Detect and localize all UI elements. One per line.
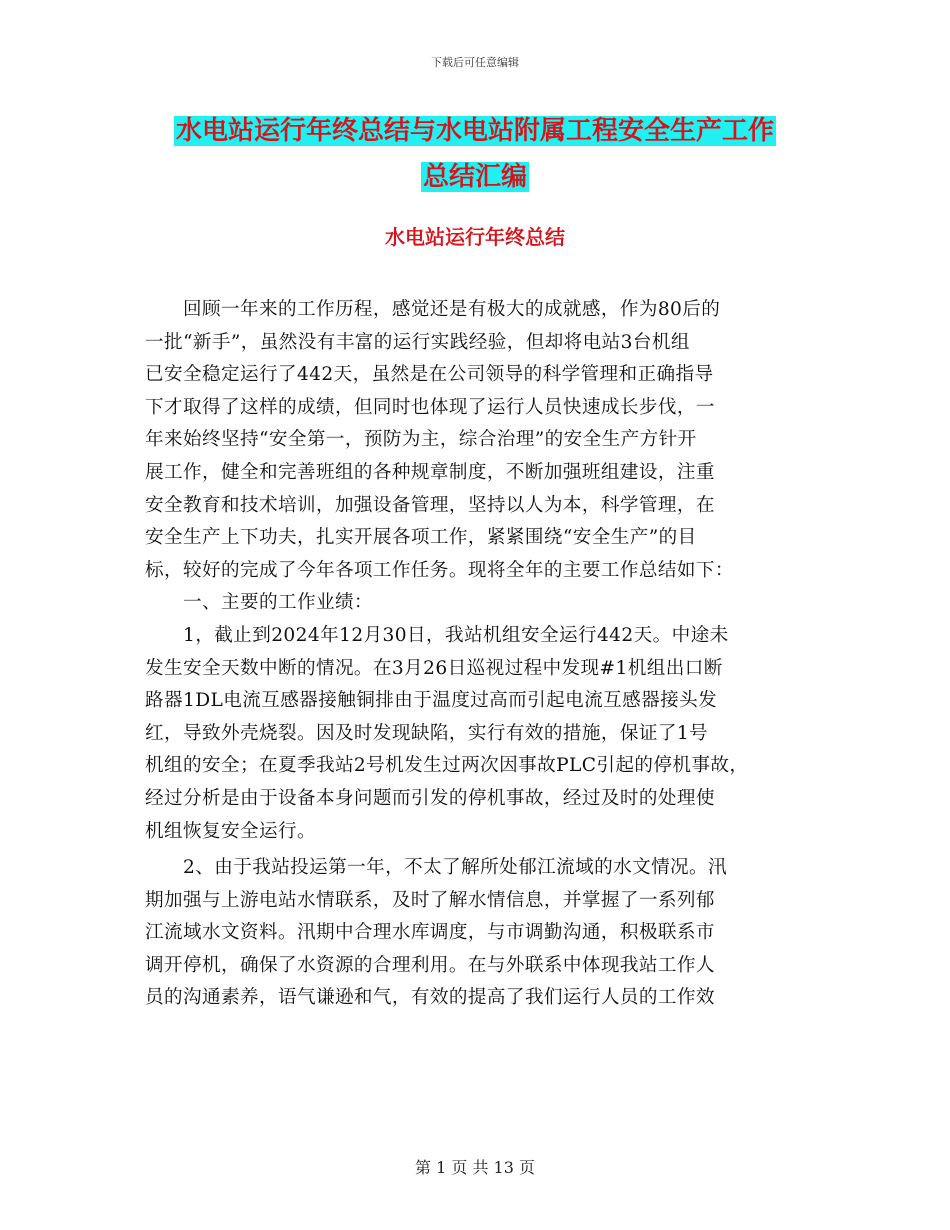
text-line: 标，较好的完成了今年各项工作任务。现将全年的主要工作总结如下： — [145, 559, 734, 581]
text-line: 已安全稳定运行了442天，虽然是在公司领导的科学管理和正确指导 — [145, 364, 714, 386]
text-line: 安全生产上下功夫，扎实开展各项工作，紧紧围绕“安全生产”的目 — [145, 527, 697, 549]
text-line: 下才取得了这样的成绩，但同时也体现了运行人员快速成长步伐，一 — [145, 396, 715, 418]
text-line: 一、主要的工作业绩： — [145, 592, 373, 614]
text-line: 红，导致外壳烧裂。因及时发现缺陷，实行有效的措施，保证了1号 — [145, 722, 709, 744]
text-line: 机组恢复安全运行。 — [145, 820, 316, 842]
text-line: 员的沟通素养，语气谦逊和气，有效的提高了我们运行人员的工作效 — [145, 987, 715, 1009]
text-line: 江流域水文资料。汛期中合理水库调度，与市调勤沟通，积极联系市 — [145, 922, 715, 944]
body-text — [145, 294, 807, 1015]
document-title-line-1: 水电站运行年终总结与水电站附属工程安全生产工作 — [175, 116, 774, 146]
text-line: 安全教育和技术培训，加强设备管理，坚持以人为本，科学管理，在 — [145, 494, 715, 516]
section-title: 水电站运行年终总结 — [385, 225, 565, 249]
text-line: 路器1DL电流互感器接触铜排由于温度过高而引起电流互感器接头发 — [145, 690, 718, 712]
text-line: 机组的安全；在夏季我站2号机发生过两次因事故PLC引起的停机事故， — [145, 755, 749, 777]
document-title — [0, 108, 950, 200]
text-line: 期加强与上游电站水情联系，及时了解水情信息，并掌握了一系列郁 — [145, 889, 715, 911]
text-line: 年来始终坚持“安全第一，预防为主，综合治理”的安全生产方针开 — [145, 429, 697, 451]
text-line: 调开停机，确保了水资源的合理利用。在与外联系中体现我站工作人 — [145, 954, 715, 976]
page-header: 下载后可任意编辑 — [431, 56, 519, 69]
text-line: 经过分析是由于设备本身问题而引发的停机事故，经过及时的处理使 — [145, 787, 715, 809]
page-footer: 第 1 页 共 13 页 — [415, 1158, 535, 1177]
text-line: 2、由于我站投运第一年，不太了解所处郁江流域的水文情况。汛 — [145, 857, 728, 879]
text-line: 回顾一年来的工作历程，感觉还是有极大的成就感，作为80后的 — [145, 299, 721, 320]
document-title-line-2: 总结汇编 — [422, 162, 527, 192]
text-line: 1，截止到2024年12月30日，我站机组安全运行442天。中途未 — [145, 624, 729, 646]
text-line: 发生安全天数中断的情况。在3月26日巡视过程中发现#1机组出口断 — [145, 657, 723, 679]
text-line: 一批“新手”，虽然没有丰富的运行实践经验，但却将电站3台机组 — [145, 331, 690, 353]
text-line: 展工作，健全和完善班组的各种规章制度，不断加强班组建设，注重 — [145, 461, 715, 483]
